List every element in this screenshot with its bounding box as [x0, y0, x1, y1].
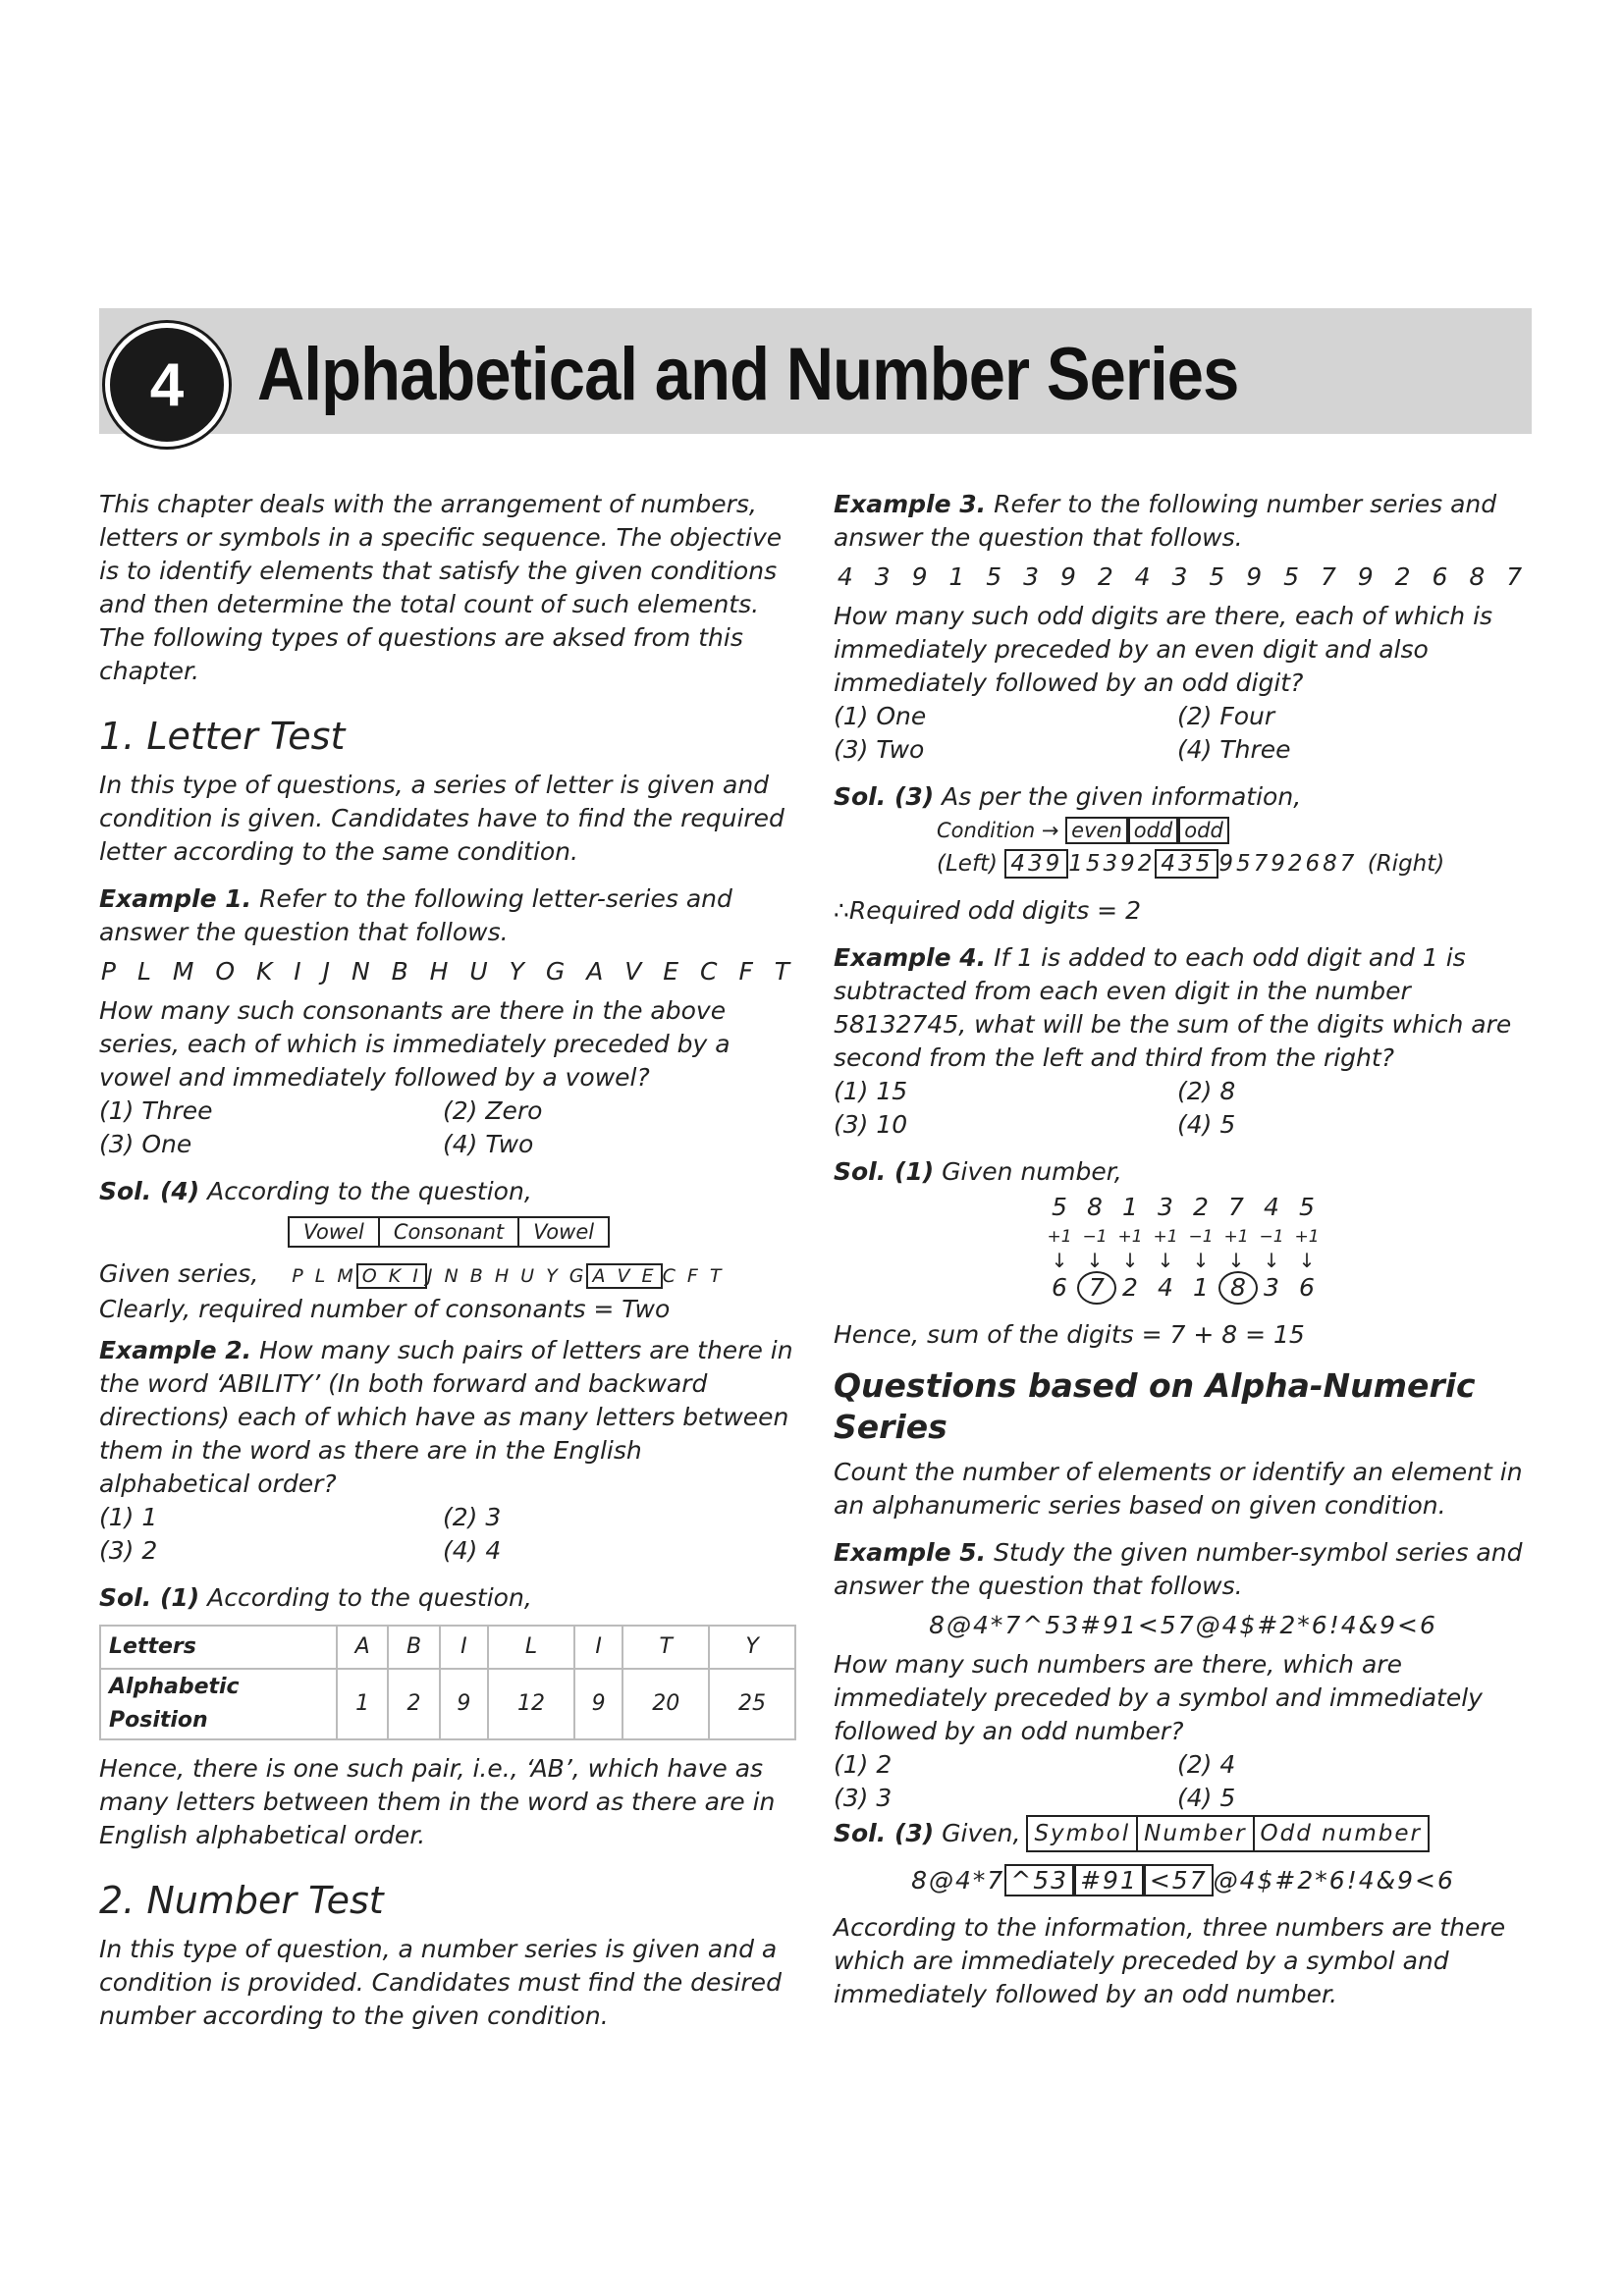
- option: (1) One: [834, 702, 927, 730]
- pattern-box: Consonant: [380, 1216, 519, 1248]
- table-cell: Letters: [100, 1626, 337, 1669]
- example-2: [99, 1334, 798, 1501]
- digit: [1218, 1271, 1254, 1305]
- solution: [834, 1155, 1533, 1189]
- option: (2) 4: [1177, 1750, 1236, 1779]
- option: (2) 3: [443, 1503, 502, 1531]
- resulting-digits: [834, 1271, 1533, 1305]
- example-4: [834, 941, 1533, 1075]
- options-list: [834, 1748, 1533, 1815]
- example-text: If 1 is added to each odd digit and 1 is subtracted from each even digit in the number 58132745, what will be the sum of the digits which are second from the left and third from the right?: [834, 943, 1512, 1072]
- digit: 5: [1052, 1193, 1067, 1221]
- solution-label: Sol. (4): [99, 1177, 200, 1205]
- table-cell: 20: [622, 1669, 709, 1739]
- operation: −1: [1082, 1227, 1108, 1247]
- down-arrow-icon: ↓: [1157, 1249, 1174, 1272]
- down-arrow-icon: ↓: [1086, 1249, 1104, 1272]
- operation: −1: [1259, 1227, 1284, 1247]
- given-label: Given series,: [99, 1259, 259, 1288]
- option: (3) 2: [99, 1536, 158, 1565]
- table-cell: 12: [488, 1669, 574, 1739]
- option: (3) 10: [834, 1110, 908, 1139]
- condition-label: Condition →: [937, 819, 1059, 842]
- option: (4) Two: [443, 1130, 534, 1158]
- highlight-box: ^53: [1004, 1864, 1074, 1896]
- operations: [834, 1224, 1533, 1250]
- down-arrow-icon: ↓: [1263, 1249, 1280, 1272]
- operation: +1: [1047, 1227, 1072, 1247]
- conclusion: Hence, sum of the digits = 7 + 8 = 15: [834, 1320, 1305, 1349]
- result: ∴Required odd digits = 2: [834, 896, 1141, 925]
- highlight-box: #91: [1074, 1864, 1144, 1896]
- example-text: How many such pairs of letters are there in the word ‘ABILITY’ (In both forward and backward directions) each of which have as many letters between them in the word as there are in the English alphabetical order?: [99, 1336, 793, 1498]
- marked-sequence: [834, 1864, 1533, 1897]
- digit: 1: [1193, 1273, 1209, 1302]
- example-1: [99, 882, 798, 949]
- example-text: Study the given number-symbol series and answer the question that follows.: [834, 1538, 1523, 1600]
- conclusion: Hence, there is one such pair, i.e., ‘AB’, which have as many letters between them in the word as there are in English alphabetical order.: [99, 1754, 776, 1849]
- condition-box: odd: [1178, 817, 1229, 844]
- digit: 2: [1122, 1273, 1138, 1302]
- pattern-box: Symbol: [1026, 1815, 1138, 1852]
- table-cell: Y: [709, 1626, 795, 1669]
- operation: −1: [1188, 1227, 1214, 1247]
- options-list: [99, 1501, 798, 1568]
- table-cell: I: [574, 1626, 622, 1669]
- series-part: @4$#2*6!4&9<6: [1213, 1866, 1455, 1895]
- right-column: [834, 488, 1533, 2011]
- solution-label: Sol. (1): [99, 1583, 200, 1612]
- down-arrow-icon: ↓: [1121, 1249, 1139, 1272]
- highlight-box: <57: [1144, 1864, 1214, 1896]
- down-arrow-icon: ↓: [1051, 1249, 1068, 1272]
- option: (3) Two: [834, 735, 925, 764]
- table-row: [100, 1626, 795, 1669]
- example-question: How many such odd digits are there, each of which is immediately preceded by an even digit and also immediately followed by an odd digit?: [834, 602, 1493, 697]
- pattern-box: Vowel: [519, 1216, 610, 1248]
- chapter-title: Alphabetical and Number Series: [257, 333, 1239, 416]
- highlight-box: O K I: [356, 1263, 427, 1289]
- circled-digit: 8: [1218, 1271, 1258, 1305]
- solution: [834, 1815, 1533, 1852]
- table-cell: 25: [709, 1669, 795, 1739]
- digit: 4: [1158, 1273, 1173, 1302]
- series-part: 8@4*7: [911, 1866, 1005, 1895]
- solution-text: According to the question,: [207, 1177, 532, 1205]
- table-cell: I: [440, 1626, 488, 1669]
- option: (2) 8: [1177, 1077, 1236, 1105]
- table-cell: Alphabetic Position: [100, 1669, 337, 1739]
- example-label: Example 2.: [99, 1336, 252, 1364]
- given-series: [292, 1265, 724, 1287]
- pattern-boxes: [1026, 1815, 1429, 1852]
- digit: 7: [1228, 1193, 1244, 1221]
- table-cell: B: [388, 1626, 439, 1669]
- option: (3) One: [99, 1130, 192, 1158]
- series-part: J N B H U Y G: [426, 1265, 587, 1287]
- table-cell: 1: [337, 1669, 388, 1739]
- chapter-number-badge: 4: [105, 323, 229, 447]
- arrows: [834, 1250, 1533, 1271]
- given-series-line: [99, 1257, 798, 1293]
- digit-transform-diagram: [834, 1191, 1533, 1305]
- example-question: How many such numbers are there, which are immediately preceded by a symbol and immediately followed by an odd number?: [834, 1650, 1483, 1745]
- table-cell: A: [337, 1626, 388, 1669]
- series-part: C F T: [662, 1265, 725, 1287]
- example-label: Example 1.: [99, 884, 252, 913]
- option: (4) 5: [1177, 1110, 1236, 1139]
- digit: 6: [1052, 1273, 1067, 1302]
- table-row: [100, 1669, 795, 1739]
- example-label: Example 4.: [834, 943, 987, 972]
- solution-text: As per the given information,: [942, 782, 1302, 811]
- option: (4) 4: [443, 1536, 502, 1565]
- right-marker: (Right): [1367, 851, 1445, 877]
- example-label: Example 5.: [834, 1538, 987, 1567]
- solution: [834, 780, 1533, 814]
- digit: 1: [1122, 1193, 1138, 1221]
- solution-label: Sol. (3): [834, 1819, 935, 1847]
- letter-test-description: In this type of questions, a series of letter is given and condition is given. Candidates have to find the required letter according to the same condition.: [99, 771, 784, 866]
- digit: 4: [1264, 1193, 1279, 1221]
- pattern-box: Vowel: [288, 1216, 380, 1248]
- digit: 5: [1299, 1193, 1315, 1221]
- option: (1) 15: [834, 1077, 908, 1105]
- example-5: [834, 1536, 1533, 1603]
- operation: +1: [1294, 1227, 1320, 1247]
- pattern-boxes: [99, 1216, 798, 1248]
- option: (2) Four: [1177, 702, 1275, 730]
- operation: +1: [1153, 1227, 1178, 1247]
- series-part: 15392: [1068, 851, 1156, 877]
- digit: 8: [1087, 1193, 1103, 1221]
- series-part: 95792687: [1218, 851, 1358, 877]
- marked-sequence: [937, 847, 1533, 881]
- solution: [99, 1175, 798, 1208]
- condition-box: even: [1065, 817, 1128, 844]
- solution: [99, 1581, 798, 1615]
- operation: +1: [1223, 1227, 1249, 1247]
- solution-text: According to the question,: [207, 1583, 532, 1612]
- number-series: 4 3 9 1 5 3 9 2 4 3 5 9 5 7 9 2 6 8 7: [837, 562, 1530, 591]
- option: (1) 1: [99, 1503, 158, 1531]
- condition-line: [937, 814, 1533, 847]
- option: (1) 2: [834, 1750, 893, 1779]
- table-cell: 2: [388, 1669, 439, 1739]
- options-list: [834, 700, 1533, 767]
- down-arrow-icon: ↓: [1192, 1249, 1210, 1272]
- circled-digit: 7: [1077, 1271, 1116, 1305]
- solution-text: Given number,: [942, 1157, 1122, 1186]
- operation: +1: [1117, 1227, 1143, 1247]
- section-heading-alpha-numeric: Questions based on Alpha-Numeric Series: [834, 1366, 1476, 1446]
- table-cell: 9: [440, 1669, 488, 1739]
- example-question: How many such consonants are there in the above series, each of which is immediately preceded by a vowel and immediately followed by a vowel?: [99, 996, 730, 1092]
- digit: 2: [1193, 1193, 1209, 1221]
- left-column: [99, 488, 798, 2033]
- solution-label: Sol. (1): [834, 1157, 935, 1186]
- highlight-box: 439: [1004, 849, 1068, 879]
- example-text: Refer to the following letter-series and answer the question that follows.: [99, 884, 732, 946]
- option: (3) 3: [834, 1784, 893, 1812]
- solution-text: Given,: [942, 1819, 1021, 1847]
- section-heading-number-test: 2. Number Test: [99, 1879, 384, 1922]
- down-arrow-icon: ↓: [1227, 1249, 1245, 1272]
- condition-box: odd: [1128, 817, 1179, 844]
- digit: [1077, 1271, 1112, 1305]
- highlight-box: A V E: [586, 1263, 662, 1289]
- table-cell: T: [622, 1626, 709, 1669]
- number-test-description: In this type of question, a number series is given and a condition is provided. Candidates must find the desired number according to the given condition.: [99, 1935, 782, 2030]
- option: (1) Three: [99, 1096, 213, 1125]
- digit: 3: [1264, 1273, 1279, 1302]
- digit: 6: [1299, 1273, 1315, 1302]
- letter-series: P L M O K I J N B H U Y G A V E C F T: [100, 957, 797, 986]
- conclusion: Clearly, required number of consonants = Two: [99, 1295, 671, 1323]
- pattern-box: Odd number: [1255, 1815, 1430, 1852]
- pattern-box: Number: [1138, 1815, 1254, 1852]
- options-list: [834, 1075, 1533, 1142]
- alpha-numeric-description: Count the number of elements or identify an element in an alphanumeric series based on given condition.: [834, 1458, 1523, 1520]
- example-label: Example 3.: [834, 490, 987, 518]
- intro-paragraph: This chapter deals with the arrangement of numbers, letters or symbols in a specific sequence. The objective is to identify elements that satisfy the given conditions and then determine the total count of such elements. The following types of questions are aksed from this chapter.: [99, 490, 783, 685]
- options-list: [99, 1095, 798, 1161]
- option: (4) Three: [1177, 735, 1291, 764]
- solution-label: Sol. (3): [834, 782, 935, 811]
- digit: 3: [1158, 1193, 1173, 1221]
- conclusion: According to the information, three numbers are there which are immediately preceded by a symbol and immediately followed by an odd number.: [834, 1913, 1506, 2008]
- original-digits: [834, 1191, 1533, 1224]
- table-cell: 9: [574, 1669, 622, 1739]
- option: (4) 5: [1177, 1784, 1236, 1812]
- left-marker: (Left): [937, 851, 999, 877]
- example-text: Refer to the following number series and answer the question that follows.: [834, 490, 1497, 552]
- section-heading-letter-test: 1. Letter Test: [99, 715, 346, 758]
- example-3: [834, 488, 1533, 555]
- down-arrow-icon: ↓: [1298, 1249, 1316, 1272]
- table-cell: L: [488, 1626, 574, 1669]
- option: (2) Zero: [443, 1096, 543, 1125]
- series-part: P L M: [292, 1265, 356, 1287]
- highlight-box: 435: [1155, 849, 1218, 879]
- alphabet-position-table: [99, 1625, 796, 1740]
- symbol-series: 8@4*7^53#91<57@4$#2*6!4&9<6: [929, 1611, 1437, 1639]
